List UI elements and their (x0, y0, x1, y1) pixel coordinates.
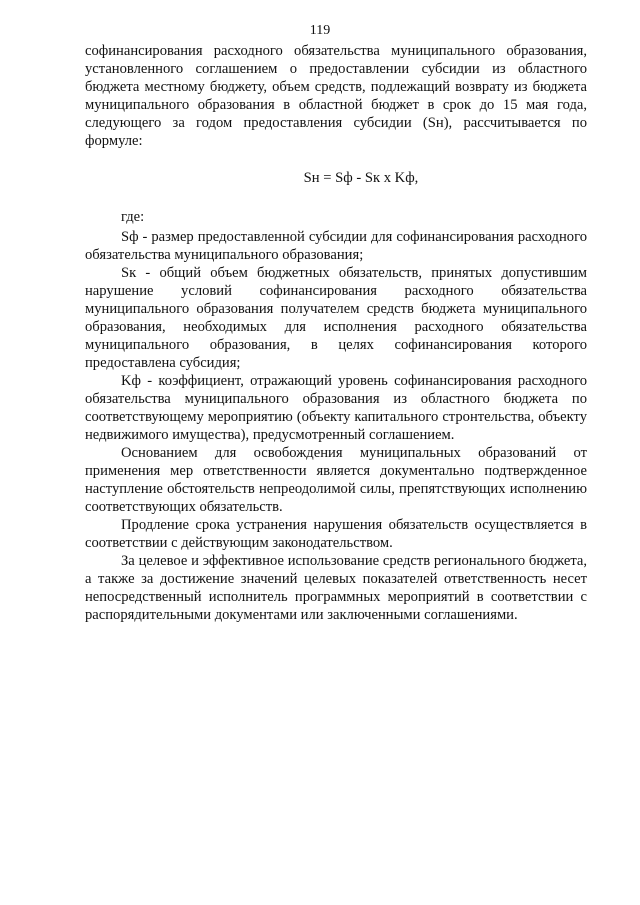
extension-paragraph: Продление срока устранения нарушения обязательств осуществляется в соответствии с действующим законодательством. (85, 517, 587, 551)
grounds-paragraph: Основанием для освобождения муниципальных образований от применения мер ответственности является документально подтвержденное наступление обстоятельств непреодолимой силы, препятствующих исполнению соответствующих обязательств. (85, 445, 587, 515)
intro-paragraph: софинансирования расходного обязательства муниципального образования, установленного соглашением о предоставлении субсидии из областного бюджета местному бюджету, объем средств, подлежащий возврату из бюджета муниципального образования в областной бюджет в срок до 15 мая года, следующего за годом предоставления субсидии (Sн), рассчитывается по формуле: (85, 43, 587, 149)
formula: Sн = Sф - Sк х Kф, (303, 170, 419, 186)
responsibility-paragraph: За целевое и эффективное использование средств регионального бюджета, а также за достижение значений целевых показателей ответственность несет непосредственный исполнитель программных мероприятий в соответствии с распорядительными документами или заключенными соглашениями. (85, 553, 587, 623)
definition-sf: Sф - размер предоставленной субсидии для софинансирования расходного обязательства муниципального образования; (85, 229, 587, 263)
where-label: где: (121, 209, 145, 225)
definition-sk: Sк - общий объем бюджетных обязательств, принятых допустившим нарушение условий софинансирования расходного обязательства муниципального образования получателем средств бюджета муниципального образования, необходимых для исполнения расходного обязательства муниципального образования, в целях софинансирования которого предоставлена субсидия; (85, 265, 587, 371)
page-number: 119 (309, 23, 331, 38)
document-body (85, 42, 587, 624)
definition-kf: Kф - коэффициент, отражающий уровень софинансирования расходного обязательства муниципального образования из областного бюджета по соответствующему мероприятию (объекту капитального стронтельства, объекту недвижимого имущества), предусмотренный соглашением. (85, 373, 587, 443)
